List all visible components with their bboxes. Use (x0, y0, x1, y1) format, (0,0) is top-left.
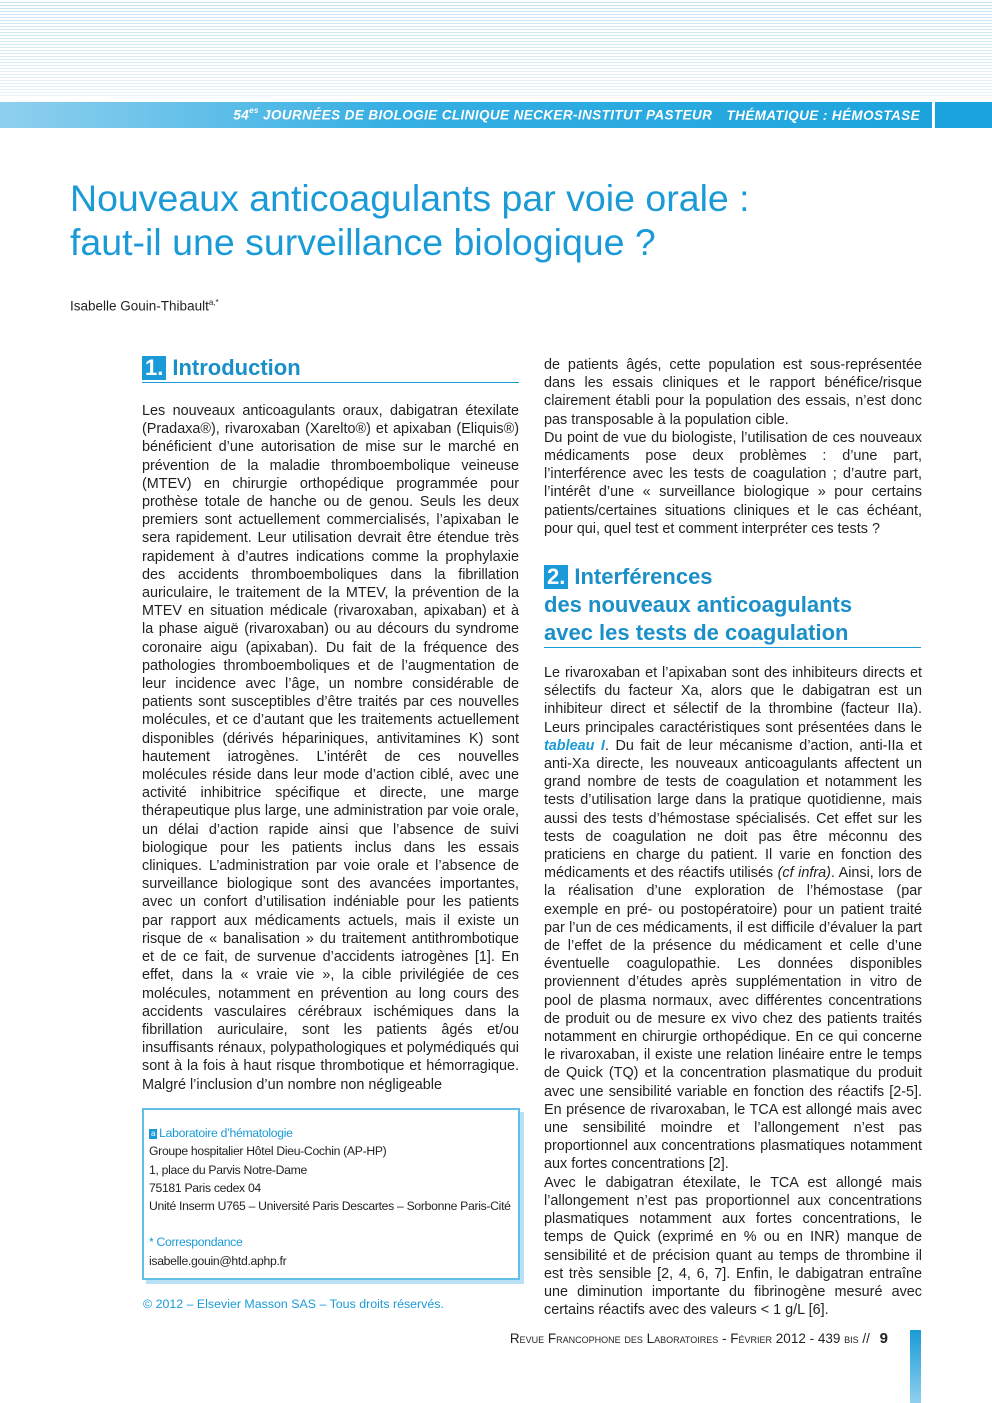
author-name: Isabelle Gouin-Thibault (70, 298, 209, 314)
header-number-sup: es (249, 106, 259, 115)
article-title (70, 176, 930, 264)
table-reference-link[interactable]: tableau I (544, 737, 605, 754)
footer-accent-bar (910, 1330, 921, 1403)
affiliation-box (142, 1108, 520, 1280)
section-2-title-line-3: avec les tests de coagulation (544, 620, 849, 645)
affiliation-line-3: 1, place du Parvis Notre-Dame (149, 1162, 307, 1177)
section-2-p1-after: . Du fait de leur mécanisme d’action, anti-IIa et anti-Xa directe, les nouveaux anticoagulants affectent un grand nombre de tests de coagulation et notamment les tests d’utilisation large dans la pratique quotidienne, mais aussi des tests d’hémostase spécialisés. Cet effet sur les tests de coagulation ne doit pas être méconnu des praticiens en charge du patient. Il varie en fonction des médicaments et des réactifs utilisés (544, 737, 922, 882)
header-stripes-fade (0, 0, 992, 96)
correspondence-label: * Correspondance (149, 1235, 243, 1250)
section-2-paragraph-1 (544, 664, 922, 1174)
correspondence-email[interactable]: isabelle.gouin@htd.aphp.fr (149, 1253, 287, 1268)
section-2-p1-before: Le rivaroxaban et l’apixaban sont des inhibiteurs directs et sélectifs du facteur Xa, alors que le dabigatran est un inhibiteur direct et sélectif de la thrombine (facteur IIa). Leurs principales caractéristiques sont présentées dans le (544, 665, 922, 736)
page-number: 9 (879, 1330, 888, 1347)
header-number: 54 (233, 107, 250, 123)
affiliation-line-2: Groupe hospitalier Hôtel Dieu-Cochin (AP-HP) (149, 1144, 387, 1159)
left-column (142, 402, 519, 1094)
title-line-1: Nouveaux anticoagulants par voie orale : (70, 177, 750, 219)
section-1-heading (142, 354, 519, 383)
author-marks: a,* (208, 298, 219, 307)
page-footer (510, 1330, 888, 1347)
section-1-title: Introduction (172, 355, 301, 380)
title-line-2: faut-il une surveillance biologique ? (70, 221, 656, 263)
header-rubric: THÉMATIQUE : HÉMOSTASE (726, 107, 920, 123)
running-header (233, 107, 920, 123)
affiliation-lab: Laboratoire d’hématologie (159, 1126, 293, 1140)
intro-paragraph: Les nouveaux anticoagulants oraux, dabigatran étexilate (Pradaxa®), rivaroxaban (Xarelto®) et apixaban (Eliquis®) bénéficient d’une autorisation de mise sur le marché en prévention de la maladie thromboembolique veineuse (MTEV) en chirurgie orthopédique programmée pour prothèse totale de hanche ou de genou. Seuls les deux premiers sont actuellement commercialisés, l’apixaban le sera rapidement. Leur utilisation devrait être étendue très rapidement à d’autres indications comme la prophylaxie des accidents thromboemboliques dans la fibrillation auriculaire, le traitement de la MTEV, la prévention de la MTEV en situation médicale (rivaroxaban, apixaban) et à la phase aiguë (rivaroxaban) ou au décours du syndrome coronaire aigu (apixaban). Du fait de la fréquence des pathologies thromboemboliques et de l’augmentation de leur incidence avec l’âge, un nombre considérable de patients sont susceptibles d’être traités par ces nouvelles molécules, et ce d’autant que les traitements actuellement disponibles (dérivés hépariniques, antivitamines K) sont hautement iatrogènes. L’intérêt de ces nouvelles molécules réside dans leur mode d’action ciblé, avec une activité inhibitrice spécifique et directe, une marge thérapeutique plus large, une administration par voie orale, un délai d’action rapide ainsi que l’absence de suivi biologique pour les patients inclus dans les essais cliniques. L’administration par voie orale et l’absence de surveillance biologique sont des avancées importantes, avec un confort d’utilisation indéniable pour les patients par rapport aux médicaments actuels, mais il existe un risque de « banalisation » du traitement antithrombotique et de ce fait, de survenue d’accidents iatrogènes [1]. En effet, dans la « vraie vie », la cible privilégiée de ces molécules, notamment en prévention au long cours des accidents vasculaires cérébraux ischémiques dans la fibrillation auriculaire, sont les patients âgés et/ou insuffisants rénaux, polypathologiques et polymédiqués qui sont à la fois à haut risque thrombotique et hémorragique. Malgré l’inclusion d’un nombre non négligeable (142, 403, 519, 1093)
footer-date: - Février 2012 - 439 (722, 1331, 841, 1346)
section-1-number: 1. (142, 356, 166, 380)
section-2-title-line-1: Interférences (574, 564, 713, 589)
footer-bis: bis // (844, 1331, 870, 1346)
footer-journal: Revue Francophone des Laboratoires (509, 1331, 719, 1346)
affiliation-badge: a (151, 1129, 156, 1138)
right-column-top (544, 356, 922, 538)
cf-infra: (cf infra) (777, 865, 831, 882)
section-2-paragraph-2: Avec le dabigatran étexilate, le TCA est allongé mais l’allongement n’est pas proportionnel aux concentrations plasmatiques notamment aux fortes concentrations, le temps de Quick (exprimé en % ou en INR) manque de sensibilité et de précision quant au temps de thrombine il est très sensible [2, 4, 6, 7]. Enfin, le dabigatran entraîne une diminution importante du fibrinogène mesuré avec certains réactifs avec des valeurs < 1 g/L [6]. (544, 1174, 922, 1319)
affiliation-line-5: Unité Inserm U765 – Université Paris Descartes – Sorbonne Paris-Cité (149, 1199, 511, 1214)
copyright: © 2012 – Elsevier Masson SAS – Tous droits réservés. (143, 1297, 444, 1311)
intro-continuation: de patients âgés, cette population est sous-représentée dans les essais cliniques et le rapport bénéfice/risque clairement établi pour la population des essais, n’est donc pas transposable à la population cible. (544, 357, 922, 428)
section-2-p1-end: . Ainsi, lors de la réalisation d’une exploration de l’hémostase (par exemple en pré- ou postopératoire) pour un patient traité par l’un de ces médicaments, il est difficile d’évaluer la part de l’effet de la présence du médicament et celle d’une éventuelle coagulopathie. Les données disponibles proviennent d’études après supplémentation in vitro de pool de plasma normaux, avec différentes concentrations de produit ou de mesure ex vivo chez des patients traités notamment en chirurgie orthopédique. En ce qui concerne le rivaroxaban, il existe une relation linéaire entre le temps de Quick (TQ) et la concentration plasmatique du produit avec une sensibilité variable en fonction des réactifs [2-5]. En présence de rivaroxaban, le TCA est allongé mais avec une sensibilité moindre et l’allongement n’est pas proportionnel aux concentrations plasmatiques notamment aux fortes concentrations [2]. (544, 865, 922, 1173)
section-2-title-line-2: des nouveaux anticoagulants (544, 592, 853, 617)
section-2-number: 2. (544, 565, 568, 589)
affiliation-line-4: 75181 Paris cedex 04 (149, 1180, 261, 1195)
intro-paragraph-2: Du point de vue du biologiste, l’utilisation de ces nouveaux médicaments pose deux problèmes : d’une part, l’interférence avec les tests de coagulation ; d’autre part, l’intérêt d’une « surveillance biologique » pour certains patients/certaines situations cliniques et le cas échéant, pour qui, quel test et comment interpréter ces tests ? (544, 429, 922, 537)
section-2-heading (544, 563, 921, 648)
author (70, 298, 219, 314)
header-side-block (932, 102, 992, 128)
header-journal-days: JOURNÉES DE BIOLOGIE CLINIQUE NECKER-INSTITUT PASTEUR (263, 107, 713, 123)
right-column-body (544, 664, 922, 1319)
